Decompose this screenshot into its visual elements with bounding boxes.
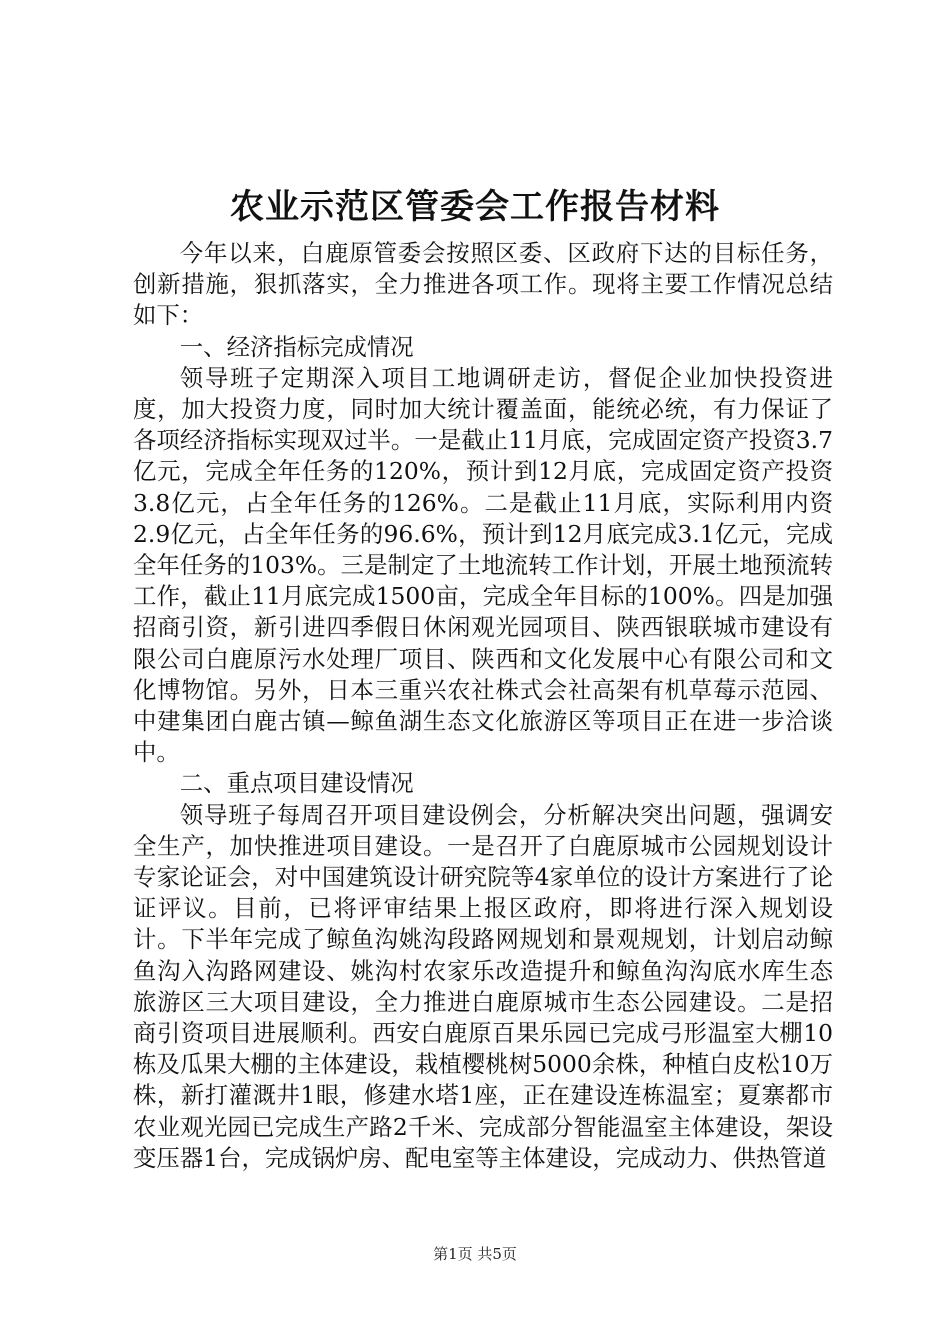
document-title: 农业示范区管委会工作报告材料 bbox=[230, 187, 720, 227]
key-projects-paragraph: 领导班子每周召开项目建设例会，分析解决突出问题，强调安全生产，加快推进项目建设。一是召开了白鹿原城市公园规划设计专家论证会，对中国建筑设计研究院等4家单位的设计方案进行了论证评议。目前，已将评审结果上报区政府，即将进行深入规划设计。下半年完成了鲸鱼沟姚沟段路网规划和景观规划，计划启动鲸鱼沟入沟路网建设、姚沟村农家乐改造提升和鲸鱼沟沟底水库生态旅游区三大项目建设，全力推进白鹿原城市生态公园建设。二是招商引资项目进展顺利。西安白鹿原百果乐园已完成弓形温室大棚10栋及瓜果大棚的主体建设，栽植樱桃树5000余株，种植白皮松10万株，新打灌溉井1眼，修建水塔1座，正在建设连栋温室；夏寨都市农业观光园已完成生产路2千米、完成部分智能温室主体建设，架设变压器1台，完成锅炉房、配电室等主体建设，完成动力、供热管道 bbox=[133, 800, 833, 1172]
economic-indicators-paragraph: 领导班子定期深入项目工地调研走访，督促企业加快投资进度，加大投资力度，同时加大统计覆盖面，能统必统，有力保证了各项经济指标实现双过半。一是截止11月底，完成固定资产投资3.7亿元，完成全年任务的120%，预计到12月底，完成固定资产投资3.8亿元，占全年任务的126%。二是截止11月底，实际利用内资2.9亿元，占全年任务的96.6%，预计到12月底完成3.1亿元，完成全年任务的103%。三是制定了土地流转工作计划，开展土地预流转工作，截止11月底完成1500亩，完成全年目标的100%。四是加强招商引资，新引进四季假日休闲观光园项目、陕西银联城市建设有限公司白鹿原污水处理厂项目、陕西和文化发展中心有限公司和文化博物馆。另外，日本三重兴农社株式会社高架有机草莓示范园、中建集团白鹿古镇—鲸鱼湖生态文化旅游区等项目正在进一步洽谈中。 bbox=[133, 363, 833, 767]
section-heading-key-projects: 二、重点项目建设情况 bbox=[179, 769, 414, 798]
intro-paragraph: 今年以来，白鹿原管委会按照区委、区政府下达的目标任务，创新措施，狠抓落实，全力推进各项工作。现将主要工作情况总结如下： bbox=[133, 239, 833, 330]
page-footer: 第1页 共5页 bbox=[433, 1245, 517, 1263]
section-heading-economic-indicators: 一、经济指标完成情况 bbox=[179, 332, 414, 361]
document-body bbox=[133, 238, 833, 1174]
